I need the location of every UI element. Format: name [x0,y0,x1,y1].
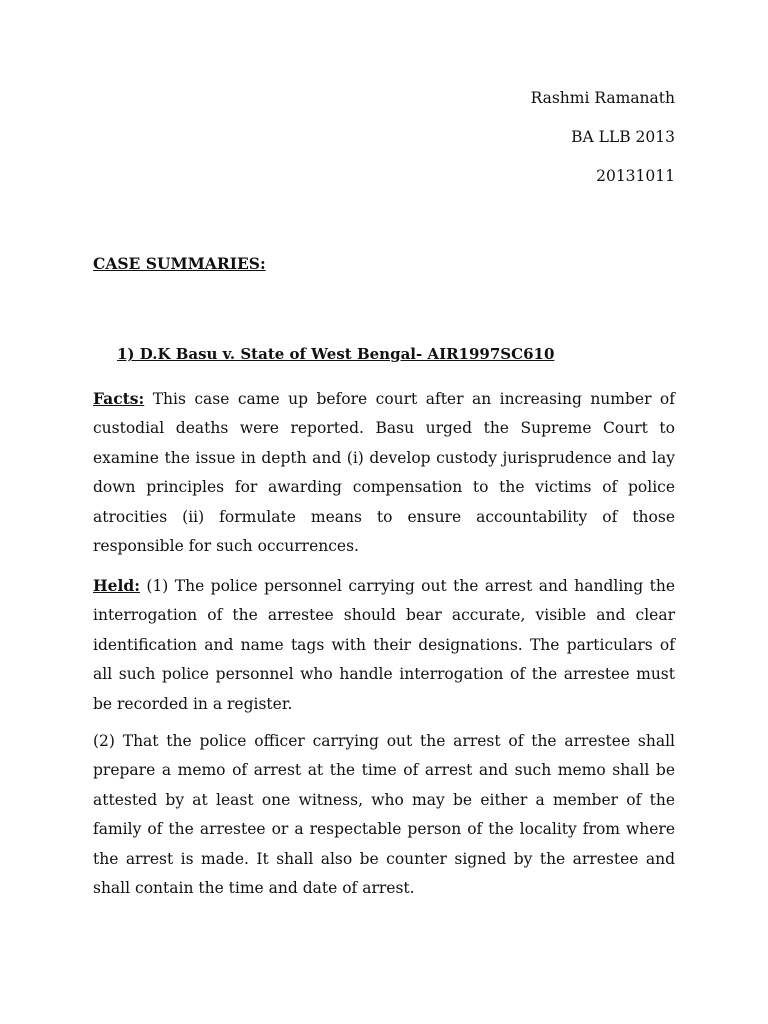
roll-number: 20131011 [596,167,675,185]
author-header [531,86,675,203]
held-paragraph [93,571,675,719]
facts-paragraph [93,384,675,561]
page-heading: CASE SUMMARIES: [93,254,266,273]
facts-text: This case came up before court after an increasing number of custodial deaths were reported. Basu urged the Supreme Court to examine the issue in depth and (i) develop custody jurisprudence and lay down principles for awarding compensation to the victims of police atrocities (ii) formulate means to ensure accountability of those responsible for such occurrences. [93,390,675,556]
author-name: Rashmi Ramanath [530,89,675,107]
held-label: Held: [93,576,140,595]
case-title: 1) D.K Basu v. State of West Bengal- AIR1997SC610 [117,345,555,363]
held-text: (1) The police personnel carrying out the arrest and handling the interrogation of the arrestee should bear accurate, visible and clear identification and name tags with their designations. The particulars of all such police personnel who handle interrogation of the arrestee must be recorded in a register. [93,577,676,713]
point-two-text: (2) That the police officer carrying out the arrest of the arrestee shall prepare a memo of arrest at the time of arrest and such memo shall be attested by at least one witness, who may be either a member of the family of the arrestee or a respectable person of the locality from where the arrest is made. It shall also be counter signed by the arrestee and shall contain the time and date of arrest. [93,732,675,898]
course-name: BA LLB 2013 [571,128,675,146]
point-two-paragraph [93,727,675,903]
facts-label: Facts: [93,389,145,408]
